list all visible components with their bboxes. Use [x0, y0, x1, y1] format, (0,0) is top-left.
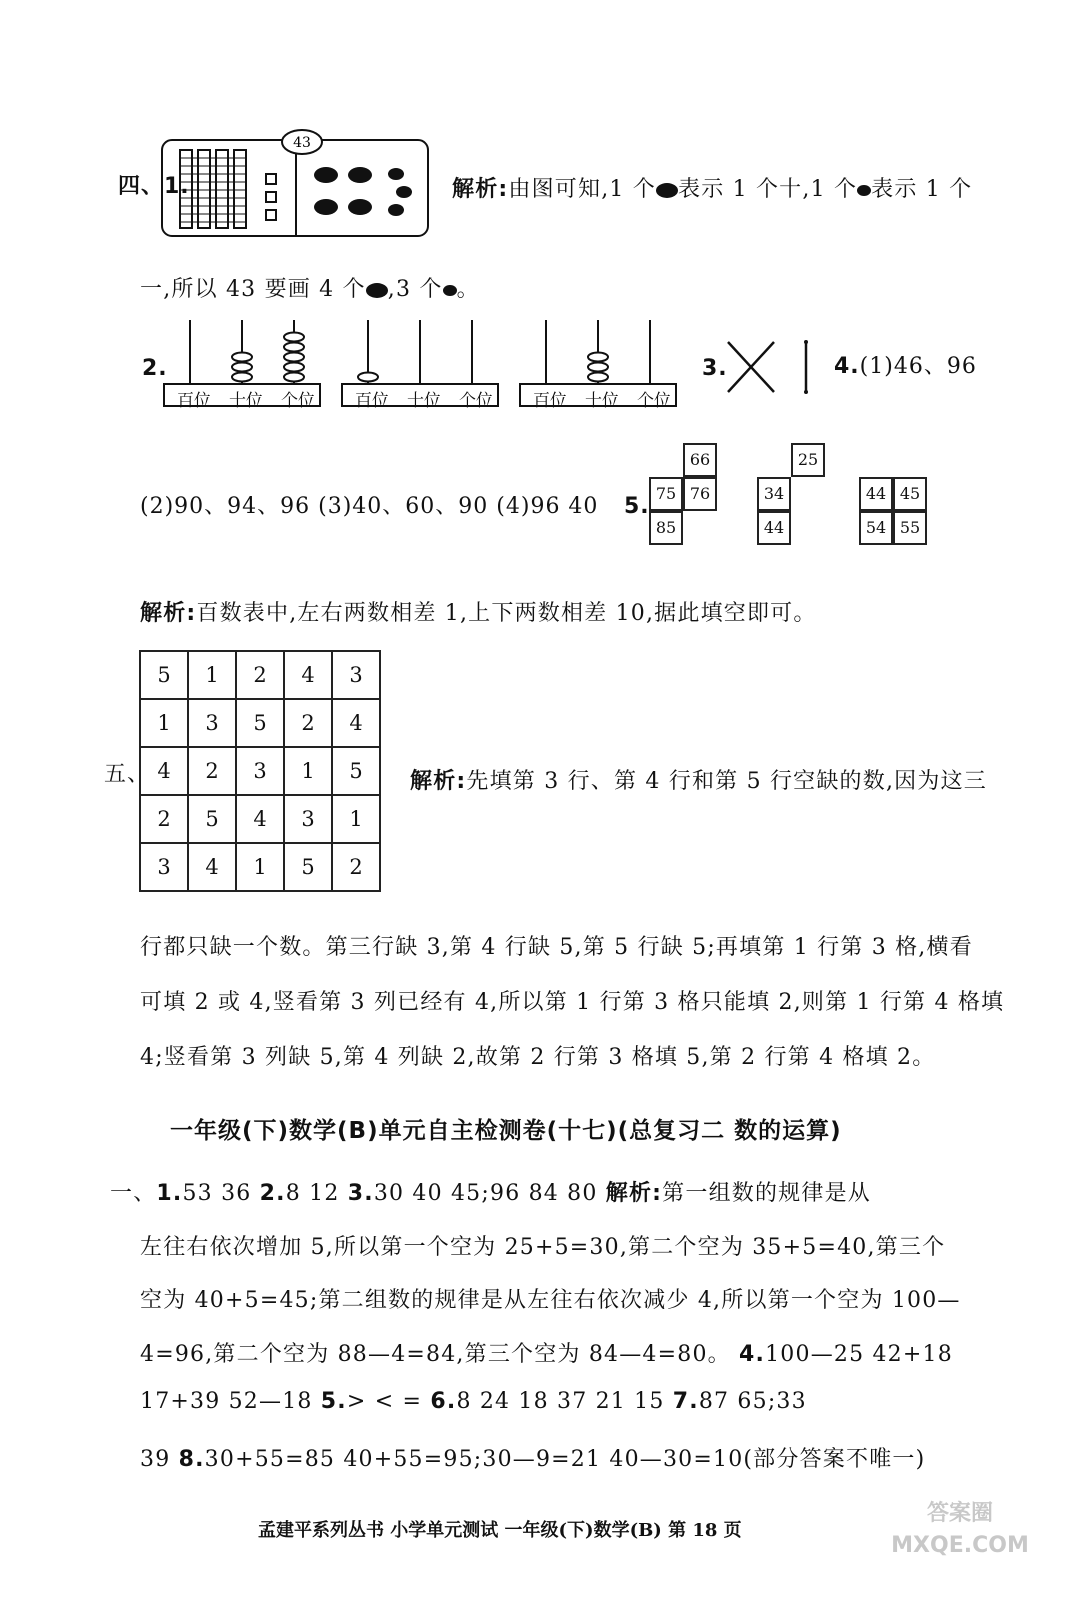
test-line-2: 左往右依次增加 5,所以第一个空为 25+5=30,第二个空为 35+5=40,第三个 — [140, 1235, 946, 1260]
grid-row — [140, 795, 380, 843]
test-title: 一年级(下)数学(B)单元自主检测卷(十七)(总复习二 数的运算) — [170, 1118, 842, 1144]
grid-cell: 5 — [236, 699, 284, 747]
sec5-label: 五、 — [104, 762, 151, 787]
grid-cell: 5 — [188, 795, 236, 843]
grid-cell: 4 — [188, 843, 236, 891]
q4-answer-rest: (2)90、94、96 (3)40、60、90 (4)96 40 — [140, 494, 599, 519]
test-line-6: 39 8.30+55=85 40+55=95;30—9=21 40—30=10(部分答案不唯一) — [140, 1447, 926, 1472]
q5-g2-cell: 44 — [757, 511, 791, 545]
page-footer: 孟建平系列丛书 小学单元测试 一年级(下)数学(B) 第 18 页 — [258, 1520, 742, 1541]
q1-analysis: 解析:由图可知,1 个 表示 1 个十,1 个 表示 1 个 — [452, 177, 973, 202]
grid-cell: 1 — [284, 747, 332, 795]
grid-cell: 3 — [140, 843, 188, 891]
grid-cell: 2 — [188, 747, 236, 795]
q5-g1-cell: 75 — [649, 477, 683, 511]
q5-g1-cell: 85 — [649, 511, 683, 545]
sec5-analysis-1: 解析:先填第 3 行、第 4 行和第 5 行空缺的数,因为这三 — [410, 769, 987, 794]
q4-answer-1: 4.(1)46、96 — [834, 354, 977, 379]
grid-row — [140, 843, 380, 891]
grid-cell: 3 — [284, 795, 332, 843]
q1-analysis-line2: 一,所以 43 要画 4 个 ,3 个 。 — [140, 277, 480, 302]
sec5-analysis-2: 行都只缺一个数。第三行缺 3,第 4 行缺 5,第 5 行缺 5;再填第 1 行第 3 格,横看 — [140, 935, 973, 960]
abacus-place-label: 百位 — [355, 391, 389, 411]
grid-row — [140, 699, 380, 747]
ten-bead-icon — [656, 183, 678, 198]
q5-g3-cell: 55 — [893, 511, 927, 545]
grid-cell: 4 — [140, 747, 188, 795]
q5-g2-cell: 34 — [757, 477, 791, 511]
abacus-place-label: 百位 — [177, 391, 211, 411]
test-line-4: 4=96,第二个空为 88—4=84,第三个空为 84—4=80。 4.100—25 42+18 — [140, 1342, 953, 1367]
q5-g1-cell: 66 — [683, 443, 717, 477]
grid-cell: 2 — [332, 843, 380, 891]
abacus-place-label: 个位 — [281, 391, 315, 411]
grid-cell: 4 — [284, 651, 332, 699]
abacus-place-label: 十位 — [585, 391, 619, 411]
watermark-logo: 答案圈 MXQE.COM — [891, 1501, 1029, 1558]
grid-cell: 5 — [284, 843, 332, 891]
grid-row — [140, 747, 380, 795]
grid-cell: 1 — [332, 795, 380, 843]
grid-row — [140, 651, 380, 699]
q5-g3-cell: 45 — [893, 477, 927, 511]
grid-cell: 2 — [140, 795, 188, 843]
sudoku-grid — [139, 650, 381, 892]
abacus-place-label: 百位 — [533, 391, 567, 411]
grid-cell: 3 — [332, 651, 380, 699]
abacus-place-label: 个位 — [459, 391, 493, 411]
grid-cell: 5 — [332, 747, 380, 795]
q5-g3-cell: 54 — [859, 511, 893, 545]
grid-cell: 1 — [236, 843, 284, 891]
grid-cell: 5 — [140, 651, 188, 699]
q1-number: 43 — [293, 135, 311, 151]
test-line-1: 一、1.53 36 2.8 12 3.30 40 45;96 84 80 解析:第一组数的规律是从 — [110, 1181, 871, 1206]
grid-cell: 2 — [284, 699, 332, 747]
grid-cell: 4 — [236, 795, 284, 843]
grid-cell: 3 — [236, 747, 284, 795]
sec5-analysis-4: 4;竖看第 3 列缺 5,第 4 列缺 2,故第 2 行第 3 格填 5,第 2 行第 4 格填 2。 — [140, 1045, 936, 1070]
grid-cell: 1 — [140, 699, 188, 747]
q5-g2-cell: 25 — [791, 443, 825, 477]
q5-g1-cell: 76 — [683, 477, 717, 511]
test-line-3: 空为 40+5=45;第二组数的规律是从左往右依次减少 4,所以第一个空为 100— — [140, 1288, 961, 1313]
grid-cell: 3 — [188, 699, 236, 747]
q1-label: 四、1. — [118, 174, 190, 199]
grid-cell: 4 — [332, 699, 380, 747]
one-bead-icon — [443, 285, 457, 296]
q5-g3-cell: 44 — [859, 477, 893, 511]
grid-cell: 1 — [188, 651, 236, 699]
test-line-5: 17+39 52—18 5.> < = 6.8 24 18 37 21 15 7.87 65;33 — [140, 1389, 807, 1414]
one-bead-icon — [857, 185, 871, 196]
q5-analysis: 解析:百数表中,左右两数相差 1,上下两数相差 10,据此填空即可。 — [140, 601, 817, 626]
abacus-place-label: 个位 — [637, 391, 671, 411]
q1-figure — [160, 128, 432, 240]
q2-label: 2. — [142, 356, 168, 381]
q3-label: 3. — [702, 356, 728, 381]
q5-label: 5. — [624, 494, 650, 519]
sec5-analysis-3: 可填 2 或 4,竖看第 3 列已经有 4,所以第 1 行第 3 格只能填 2,则第 1 行第 4 格填 — [140, 990, 1005, 1015]
abacus-place-label: 十位 — [229, 391, 263, 411]
abacus-place-label: 十位 — [407, 391, 441, 411]
ten-bead-icon — [366, 283, 388, 298]
grid-cell: 2 — [236, 651, 284, 699]
q3-matching-lines — [722, 338, 832, 398]
